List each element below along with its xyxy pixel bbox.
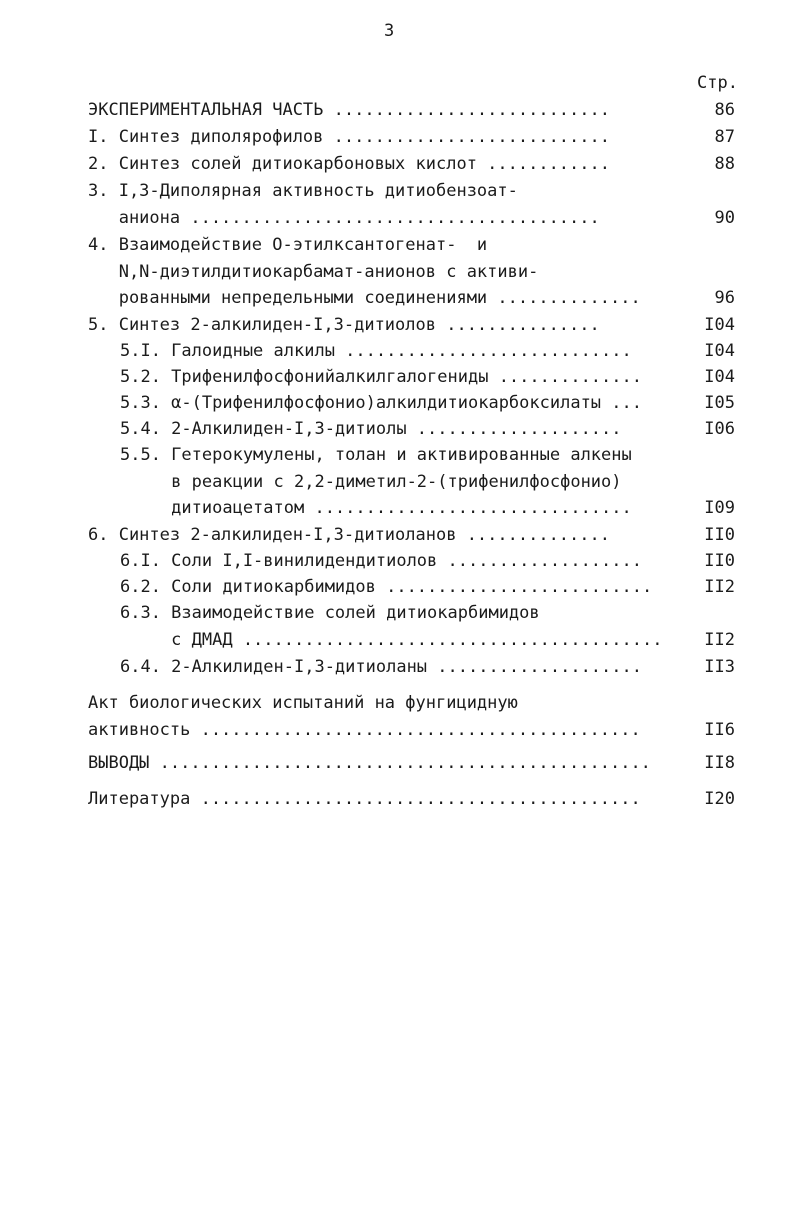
toc-entry-page: 90 — [714, 207, 735, 228]
toc-entry-line: 5.5. Гетерокумулены, толан и активированные алкены — [120, 445, 632, 465]
toc-entry-page: II3 — [704, 657, 735, 677]
toc-entry-page: II8 — [704, 753, 735, 773]
toc-entry-page: I06 — [704, 419, 735, 439]
toc-entry-line: 6. Синтез 2-алкилиден-I,3-дитиоланов .............. — [88, 525, 610, 545]
toc-entry-line: рованными непредельными соединениями .............. — [88, 288, 641, 308]
toc-entry-line: в реакции с 2,2-диметил-2-(трифенилфосфонио) — [120, 471, 622, 492]
toc-entry-page: 87 — [714, 127, 735, 147]
toc-entry-page: I20 — [704, 789, 735, 809]
toc-entry-page: I04 — [704, 315, 735, 335]
toc-entry-page: II6 — [704, 719, 735, 740]
toc-entry-line: 2. Синтез солей дитиокарбоновых кислот ............ — [88, 154, 610, 174]
toc-entry-page: I05 — [704, 393, 735, 413]
toc-entry-line: активность ........................................... — [88, 719, 641, 740]
toc-entry-line: 6.4. 2-Алкилиден-I,3-дитиоланы .................... — [120, 657, 642, 677]
toc-entry-page: II0 — [704, 551, 735, 571]
toc-entry-line: I. Синтез диполярофилов ........................... — [88, 127, 610, 147]
toc-entry-page: I09 — [704, 498, 735, 518]
toc-entry-line: Литература ........................................... — [88, 789, 641, 809]
toc-entry-line: 5. Синтез 2-алкилиден-I,3-дитиолов ............... — [88, 315, 600, 335]
page-number: 3 — [384, 21, 395, 41]
toc-entry-line: аниона ........................................ — [88, 207, 600, 228]
toc-entry-line: Акт биологических испытаний на фунгицидную — [88, 693, 518, 713]
toc-entry-page: I04 — [704, 367, 735, 387]
toc-entry-page: II0 — [704, 525, 735, 545]
toc-entry-line: N,N-диэтилдитиокарбамат-анионов с активи- — [88, 261, 539, 282]
toc-entry-page: 86 — [714, 100, 735, 120]
toc-entry-page: I04 — [704, 341, 735, 361]
toc-entry-line: 5.2. Трифенилфосфонийалкилгалогениды .............. — [120, 367, 642, 387]
toc-entry-page: II2 — [704, 577, 735, 597]
toc-entry-page: 88 — [714, 154, 735, 174]
toc-entry-line: дитиоацетатом ............................... — [120, 498, 632, 518]
toc-entry-line: ЭКСПЕРИМЕНТАЛЬНАЯ ЧАСТЬ ........................... — [88, 100, 610, 120]
toc-entry-line: 5.I. Галоидные алкилы ............................ — [120, 341, 632, 361]
toc-entry-line: 3. I,3-Диполярная активность дитиобензоат- — [88, 181, 518, 201]
page-column-header: Стр. — [697, 73, 738, 93]
toc-entry-line: 4. Взаимодействие О-этилксантогенат- и — [88, 235, 488, 255]
toc-entry-line: 6.I. Соли I,I-винилидендитиолов ................... — [120, 551, 642, 571]
toc-entry-line: 5.3. α-(Трифенилфосфонио)алкилдитиокарбоксилаты ... — [120, 393, 642, 413]
toc-entry-page: II2 — [704, 629, 735, 650]
toc-entry-line: 6.3. Взаимодействие солей дитиокарбимидов — [120, 603, 540, 623]
toc-entry-line: 6.2. Соли дитиокарбимидов .......................... — [120, 577, 653, 597]
toc-entry-line: с ДМАД ......................................... — [120, 629, 663, 650]
toc-entry-page: 96 — [714, 288, 735, 308]
toc-entry-line: 5.4. 2-Алкилиден-I,3-дитиолы .................... — [120, 419, 622, 439]
toc-entry-line: ВЫВОДЫ ................................................ — [88, 753, 651, 773]
